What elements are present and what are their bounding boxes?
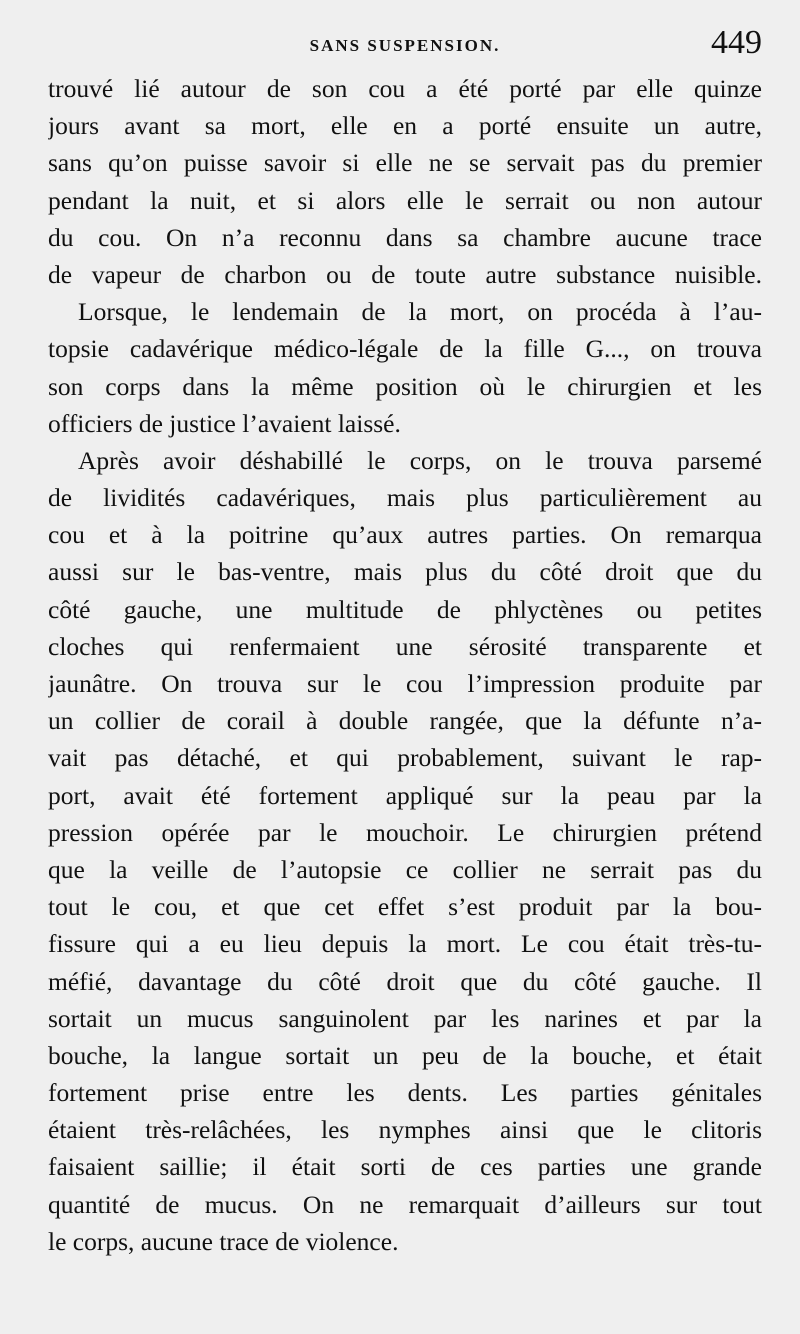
text-line: pendant la nuit, et si alors elle le serrait ou non autour: [48, 185, 762, 215]
page-number: 449: [711, 24, 762, 61]
text-line: un collier de corail à double rangée, que la défunte n’a-: [48, 706, 762, 736]
text-line: sans qu’on puisse savoir si elle ne se servait pas du premier: [48, 148, 762, 178]
text-line: que la veille de l’autopsie ce collier ne serrait pas du: [48, 854, 762, 884]
text-line: aussi sur le bas-ventre, mais plus du côté droit que du: [48, 557, 762, 587]
text-line: son corps dans la même position où le chirurgien et les: [48, 371, 762, 401]
text-line: fortement prise entre les dents. Les parties génitales: [48, 1078, 762, 1108]
page-header: [48, 26, 762, 74]
text-line: faisaient saillie; il était sorti de ces parties une grande: [48, 1152, 762, 1182]
text-line: pression opérée par le mouchoir. Le chirurgien prétend: [48, 817, 762, 847]
text-line: sortait un mucus sanguinolent par les narines et par la: [48, 1003, 762, 1033]
text-line: bouche, la langue sortait un peu de la bouche, et était: [48, 1040, 762, 1070]
text-line: fissure qui a eu lieu depuis la mort. Le cou était très-tu-: [48, 929, 762, 959]
text-line: cloches qui renfermaient une sérosité transparente et: [48, 631, 762, 661]
text-line: cou et à la poitrine qu’aux autres parties. On remarqua: [48, 520, 762, 550]
text-line: port, avait été fortement appliqué sur la peau par la: [48, 780, 762, 810]
text-line: topsie cadavérique médico-légale de la fille G..., on trouva: [48, 334, 762, 364]
text-line: tout le cou, et que cet effet s’est produit par la bou-: [48, 892, 762, 922]
text-line: Lorsque, le lendemain de la mort, on procéda à l’au-: [78, 297, 762, 327]
text-line: de vapeur de charbon ou de toute autre substance nuisible.: [48, 259, 762, 289]
text-line: côté gauche, une multitude de phlyctènes ou petites: [48, 594, 762, 624]
body-text: [48, 70, 762, 1260]
text-line: jaunâtre. On trouva sur le cou l’impression produite par: [48, 669, 762, 698]
text-line: quantité de mucus. On ne remarquait d’ailleurs sur tout: [48, 1189, 762, 1219]
text-line: étaient très-relâchées, les nymphes ainsi que le clitoris: [48, 1115, 762, 1145]
text-line: Après avoir déshabillé le corps, on le trouva parsemé: [78, 445, 762, 475]
text-line: trouvé lié autour de son cou a été porté par elle quinze: [48, 74, 762, 103]
text-line: vait pas détaché, et qui probablement, suivant le rap-: [48, 743, 762, 773]
text-line: de lividités cadavériques, mais plus particulièrement au: [48, 483, 762, 513]
text-line: méfié, davantage du côté droit que du côté gauche. Il: [48, 966, 762, 996]
text-line: jours avant sa mort, elle en a porté ensuite un autre,: [48, 111, 762, 141]
text-line: officiers de justice l’avaient laissé.: [48, 408, 401, 438]
running-title: SANS SUSPENSION.: [309, 36, 501, 55]
text-line: le corps, aucune trace de violence.: [48, 1226, 399, 1256]
text-line: du cou. On n’a reconnu dans sa chambre aucune trace: [48, 222, 762, 252]
